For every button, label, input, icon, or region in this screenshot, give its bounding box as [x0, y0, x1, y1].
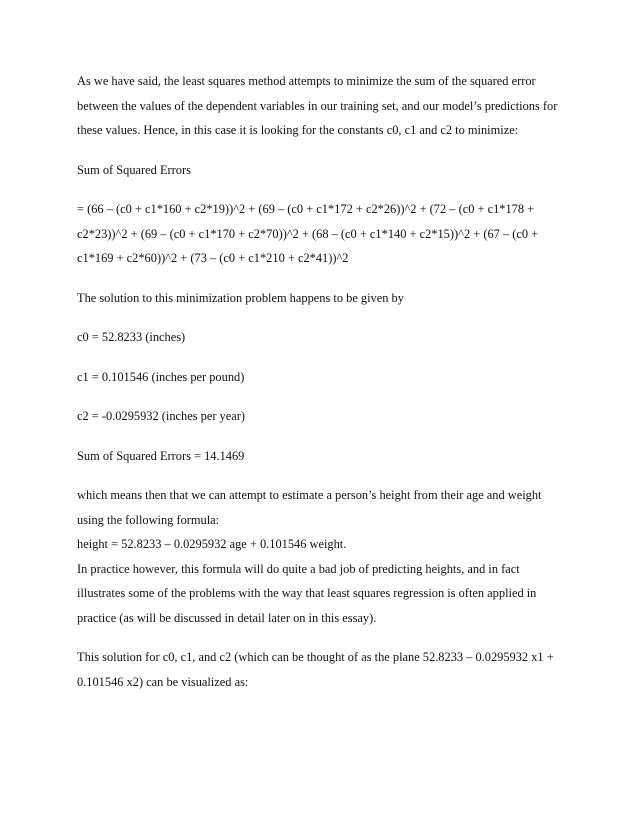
text-line: The solution to this minimization problem happens to be given by [77, 290, 404, 305]
visualization-paragraph [77, 645, 567, 694]
text-line: illustrates some of the problems with the way that least squares regression is often applied in [77, 586, 537, 600]
text-line: using the following formula: [77, 512, 220, 527]
text-line: This solution for c0, c1, and c2 (which can be thought of as the plane 52.8233 – 0.0295932 x1 + [77, 650, 554, 664]
text-line: In practice however, this formula will do quite a bad job of predicting heights, and in fact [77, 561, 520, 576]
text-line: c2 = -0.0295932 (inches per year) [77, 409, 246, 423]
sse-equation [77, 197, 567, 271]
text-line: c1 = 0.101546 (inches per pound) [77, 369, 245, 384]
text-line: Sum of Squared Errors = 14.1469 [77, 448, 245, 463]
text-line: practice (as will be discussed in detail later on in this essay). [77, 610, 377, 625]
sse-heading [77, 158, 567, 183]
sse-value [77, 444, 567, 469]
text-line: between the values of the dependent variables in our training set, and our model’s predictions for [77, 98, 558, 113]
text-line: c0 = 52.8233 (inches) [77, 330, 186, 344]
formula-paragraph [77, 483, 567, 630]
intro-paragraph [77, 69, 567, 143]
text-line: Sum of Squared Errors [77, 162, 191, 177]
solution-intro [77, 286, 567, 311]
text-line: these values. Hence, in this case it is looking for the constants c0, c1 and c2 to minimize: [77, 123, 519, 137]
text-line: which means then that we can attempt to estimate a person’s height from their age and weight [77, 488, 542, 502]
c1-value [77, 365, 567, 390]
document-body [77, 69, 567, 709]
equation-line: = (66 – (c0 + c1*160 + c2*19))^2 + (69 – (c0 + c1*172 + c2*26))^2 + (72 – (c0 + c1*178 + [77, 202, 535, 216]
formula-line: height = 52.8233 – 0.0295932 age + 0.101546 weight. [77, 537, 347, 551]
equation-line: c2*23))^2 + (69 – (c0 + c1*170 + c2*70))^2 + (68 – (c0 + c1*140 + c2*15))^2 + (67 – (c0 + [77, 226, 539, 241]
text-line: As we have said, the least squares method attempts to minimize the sum of the squared error [77, 74, 536, 88]
equation-line: c1*169 + c2*60))^2 + (73 – (c0 + c1*210 + c2*41))^2 [77, 251, 349, 265]
text-line: 0.101546 x2) can be visualized as: [77, 674, 249, 689]
c0-value [77, 325, 567, 350]
c2-value [77, 404, 567, 429]
